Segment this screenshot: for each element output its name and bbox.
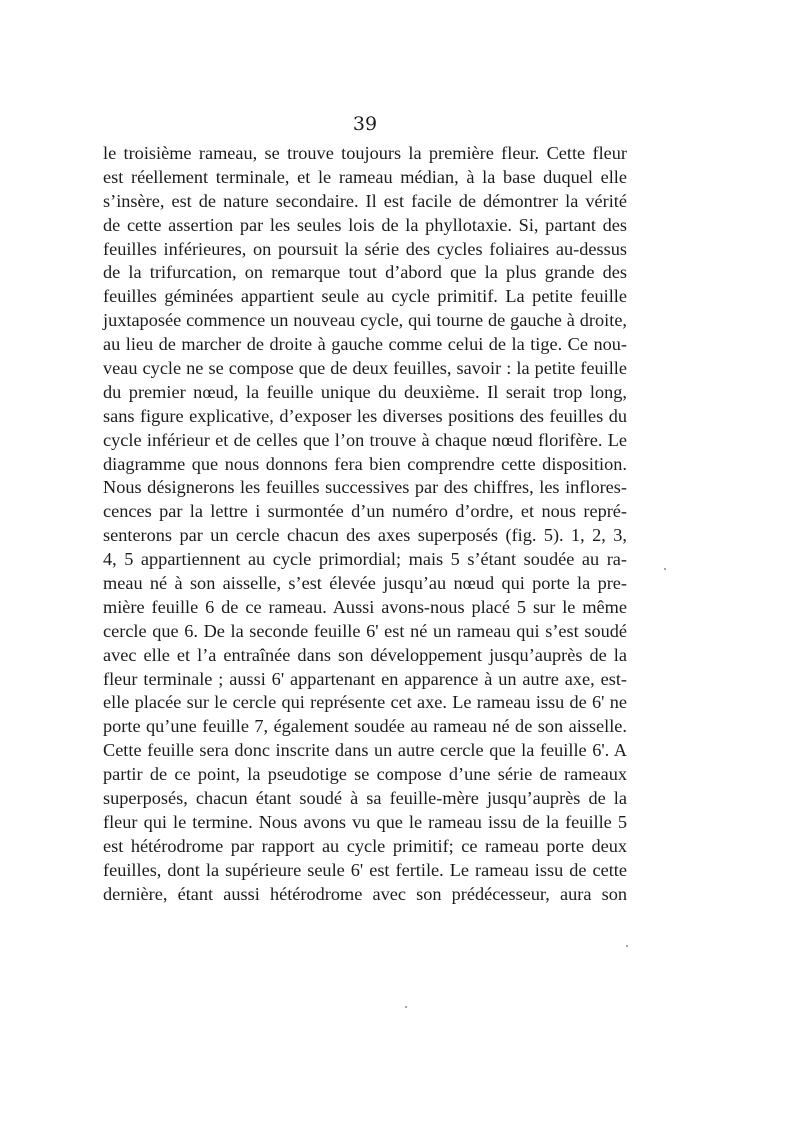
text-line: mière feuille 6 de ce rameau. Aussi avons-nous placé 5 sur le même (103, 596, 627, 617)
text-line: juxtaposée commence un nouveau cycle, qui tourne de gauche à droite, (103, 310, 627, 331)
text-line: au lieu de marcher de droite à gauche comme celui de la tige. Ce nou- (103, 334, 627, 355)
text-line: partir de ce point, la pseudotige se compose d’une série de rameaux (103, 764, 627, 785)
text-line: feuilles inférieures, on poursuit la série des cycles foliaires au-dessus (103, 238, 627, 259)
body-text (103, 142, 627, 907)
paper-speck (626, 945, 628, 947)
text-line: est hétérodrome par rapport au cycle primitif; ce rameau porte deux (103, 835, 627, 856)
paper-speck (405, 1006, 407, 1008)
text-line: senterons par un cercle chacun des axes superposés (fig. 5). 1, 2, 3, (103, 525, 627, 546)
text-line: avec elle et l’a entraînée dans son développement jusqu’auprès de la (103, 644, 627, 665)
page-number: 39 (352, 113, 378, 135)
text-line: porte qu’une feuille 7, également soudée au rameau né de son aisselle. (103, 716, 627, 737)
text-line: le troisième rameau, se trouve toujours la première fleur. Cette fleur (103, 143, 627, 163)
text-line: meau né à son aisselle, s’est élevée jusqu’au nœud qui porte la pre- (103, 573, 627, 594)
text-line: elle placée sur le cercle qui représente cet axe. Le rameau issu de 6' ne (103, 692, 627, 713)
text-line: fleur terminale ; aussi 6' appartenant en apparence à un autre axe, est- (103, 668, 627, 689)
text-line: 4, 5 appartiennent au cycle primordial; mais 5 s’étant soudée au ra- (103, 549, 627, 570)
text-line: superposés, chacun étant soudé à sa feuille-mère jusqu’auprès de la (103, 788, 627, 809)
text-line: est réellement terminale, et le rameau médian, à la base duquel elle (103, 166, 627, 187)
text-line: du premier nœud, la feuille unique du deuxième. Il serait trop long, (103, 381, 627, 402)
text-line: de cette assertion par les seules lois de la phyllotaxie. Si, partant des (103, 214, 627, 235)
paper-speck (664, 568, 666, 570)
text-line: fleur qui le termine. Nous avons vu que le rameau issu de la feuille 5 (103, 811, 627, 832)
text-line: cercle que 6. De la seconde feuille 6' est né un rameau qui s’est soudé (103, 620, 627, 641)
text-line: dernière, étant aussi hétérodrome avec son prédécesseur, aura son (103, 883, 627, 904)
text-line: de la trifurcation, on remarque tout d’abord que la plus grande des (103, 262, 627, 283)
text-line: feuilles géminées appartient seule au cycle primitif. La petite feuille (103, 286, 627, 307)
text-line: sans figure explicative, d’exposer les diverses positions des feuilles du (103, 405, 627, 426)
text-line: feuilles, dont la supérieure seule 6' est fertile. Le rameau issu de cette (103, 859, 627, 880)
text-line: veau cycle ne se compose que de deux feuilles, savoir : la petite feuille (103, 358, 627, 379)
text-line: cycle inférieur et de celles que l’on trouve à chaque nœud florifère. Le (103, 429, 627, 450)
text-line: cences par la lettre i surmontée d’un numéro d’ordre, et nous repré- (103, 501, 627, 522)
text-line: Nous désignerons les feuilles successives par des chiffres, les inflores- (103, 477, 627, 498)
text-line: diagramme que nous donnons fera bien comprendre cette disposition. (103, 453, 627, 474)
text-line: Cette feuille sera donc inscrite dans un autre cercle que la feuille 6'. A (103, 740, 627, 761)
text-line: s’insère, est de nature secondaire. Il est facile de démontrer la vérité (103, 190, 627, 211)
